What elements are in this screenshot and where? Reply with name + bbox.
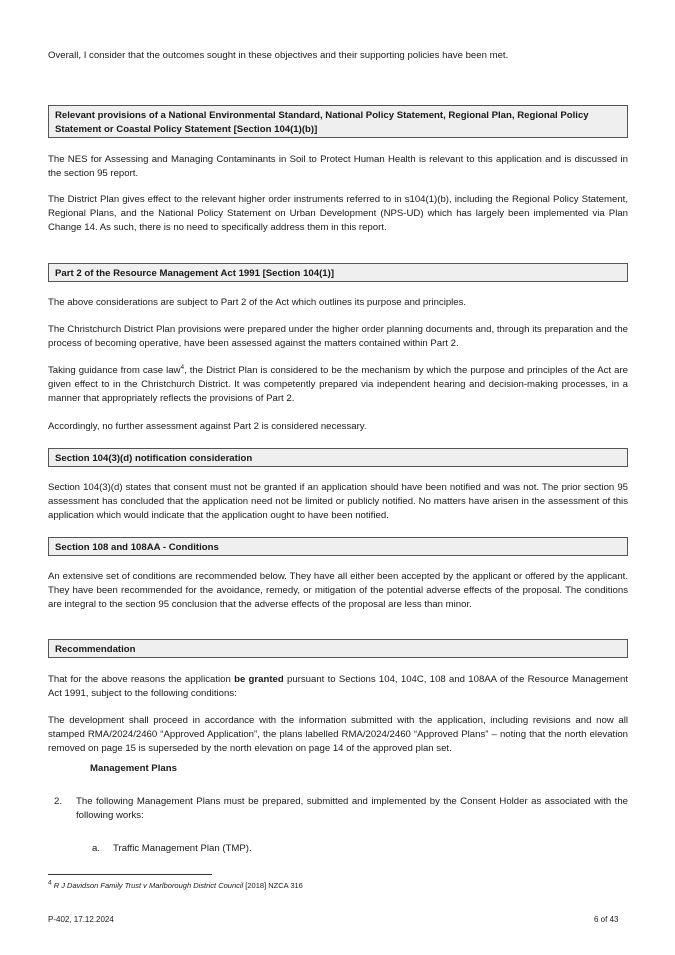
section-heading-part-2: Part 2 of the Resource Management Act 1991 [Section 104(1)]: [48, 263, 628, 282]
rec-p1-text-end: pursuant to Sections 104, 104C, 108 and 108AA of the Resource Management Act 1991, subject to the following conditions:: [48, 674, 629, 699]
sec3-paragraph-1: Section 104(3)(d) states that consent must not be granted if an application should have been notified and was not. The prior section 95 assessment has concluded that the application need not be limited or publicly notified. No matters have arisen in the assessment of this application which would indicate that the application ought to have been notified.: [48, 482, 628, 521]
list-item-text: The following Management Plans must be prepared, submitted and implemented by the Consent Holder as associated with the following works:: [76, 796, 628, 821]
footnote-case-name: R J Davidson Family Trust v Marlborough District Council: [53, 881, 244, 890]
footnote-number: 4: [48, 879, 52, 887]
footnote: [48, 879, 303, 893]
sec1-paragraph-1: The NES for Assessing and Managing Contaminants in Soil to Protect Human Health is relevant to this application and is discussed in the section 95 report.: [48, 154, 628, 179]
list-item-number: 2.: [54, 796, 63, 807]
footnote-citation: [2018] NZCA 316: [243, 881, 303, 890]
sec4-paragraph-1: An extensive set of conditions are recommended below. They have all either been accepted by the applicant or offered by the applicant. They have been recommended for the avoidance, remedy, or mitigation of the potential adverse effects of the proposal. The conditions are integral to the section 95 conclusion that the adverse effects of the proposal are less than minor.: [48, 571, 628, 610]
management-plans-subheading: Management Plans: [90, 763, 177, 774]
sec1-paragraph-2: The District Plan gives effect to the relevant higher order instruments referred to in s104(1)(b), including the Regional Policy Statement, Regional Plans, and the National Policy Statement on Urban Development (NPS-UD) which has largely been implemented via Plan Change 14. As such, there is no need to specifically address them in this report.: [48, 194, 628, 233]
recommendation-paragraph-1: [48, 673, 628, 701]
section-heading-recommendation: Recommendation: [48, 639, 628, 658]
footnote-separator: [48, 874, 212, 875]
section-heading-notification: Section 104(3)(d) notification consideration: [48, 448, 628, 467]
sec2-paragraph-2: The Christchurch District Plan provisions were prepared under the higher order planning documents and, through its preparation and the process of becoming operative, have been assessed against the matters contained within Part 2.: [48, 324, 628, 349]
sub-list-item-letter: a.: [92, 843, 101, 854]
footer-reference: P-402, 17.12.2024: [48, 915, 114, 924]
sec2-p3-text-end: , the District Plan is considered to be the mechanism by which the purpose and principles of the Act are given effect to in the Christchurch District. It was competently prepared via independent hearing and decision-making processes, in a manner that appropriately reflects the provisions of Part 2.: [48, 365, 628, 404]
page-number: 6 of 43: [594, 915, 619, 924]
sec2-paragraph-3: [48, 364, 628, 406]
section-heading-conditions: Section 108 and 108AA - Conditions: [48, 537, 628, 556]
rec-p1-text-start: That for the above reasons the application: [48, 674, 235, 685]
rec-p1-bold: be granted: [234, 674, 284, 685]
intro-paragraph: Overall, I consider that the outcomes sought in these objectives and their supporting policies have been met.: [48, 50, 509, 61]
sec2-paragraph-1: The above considerations are subject to Part 2 of the Act which outlines its purpose and principles.: [48, 297, 467, 308]
footnote-reference[interactable]: 4: [180, 363, 185, 371]
section-heading-national-provisions: Relevant provisions of a National Environmental Standard, National Policy Statement, Regional Plan, Regional Policy Statement or Coastal Policy Statement [Section 104(1)(b)]: [48, 105, 628, 138]
sec2-paragraph-4: Accordingly, no further assessment against Part 2 is considered necessary.: [48, 421, 367, 432]
sec2-p3-text-start: Taking guidance from case law: [48, 365, 181, 376]
recommendation-paragraph-2: The development shall proceed in accordance with the information submitted with the application, including revisions and now all stamped RMA/2024/2460 “Approved Application”, the plans labelled RMA/2024/2460 “Approved Plans” – noting that the north elevation removed on page 15 is superseded by the north elevation on page 14 of the approved plan set.: [48, 715, 628, 754]
sub-list-item-text: Traffic Management Plan (TMP).: [113, 843, 252, 854]
